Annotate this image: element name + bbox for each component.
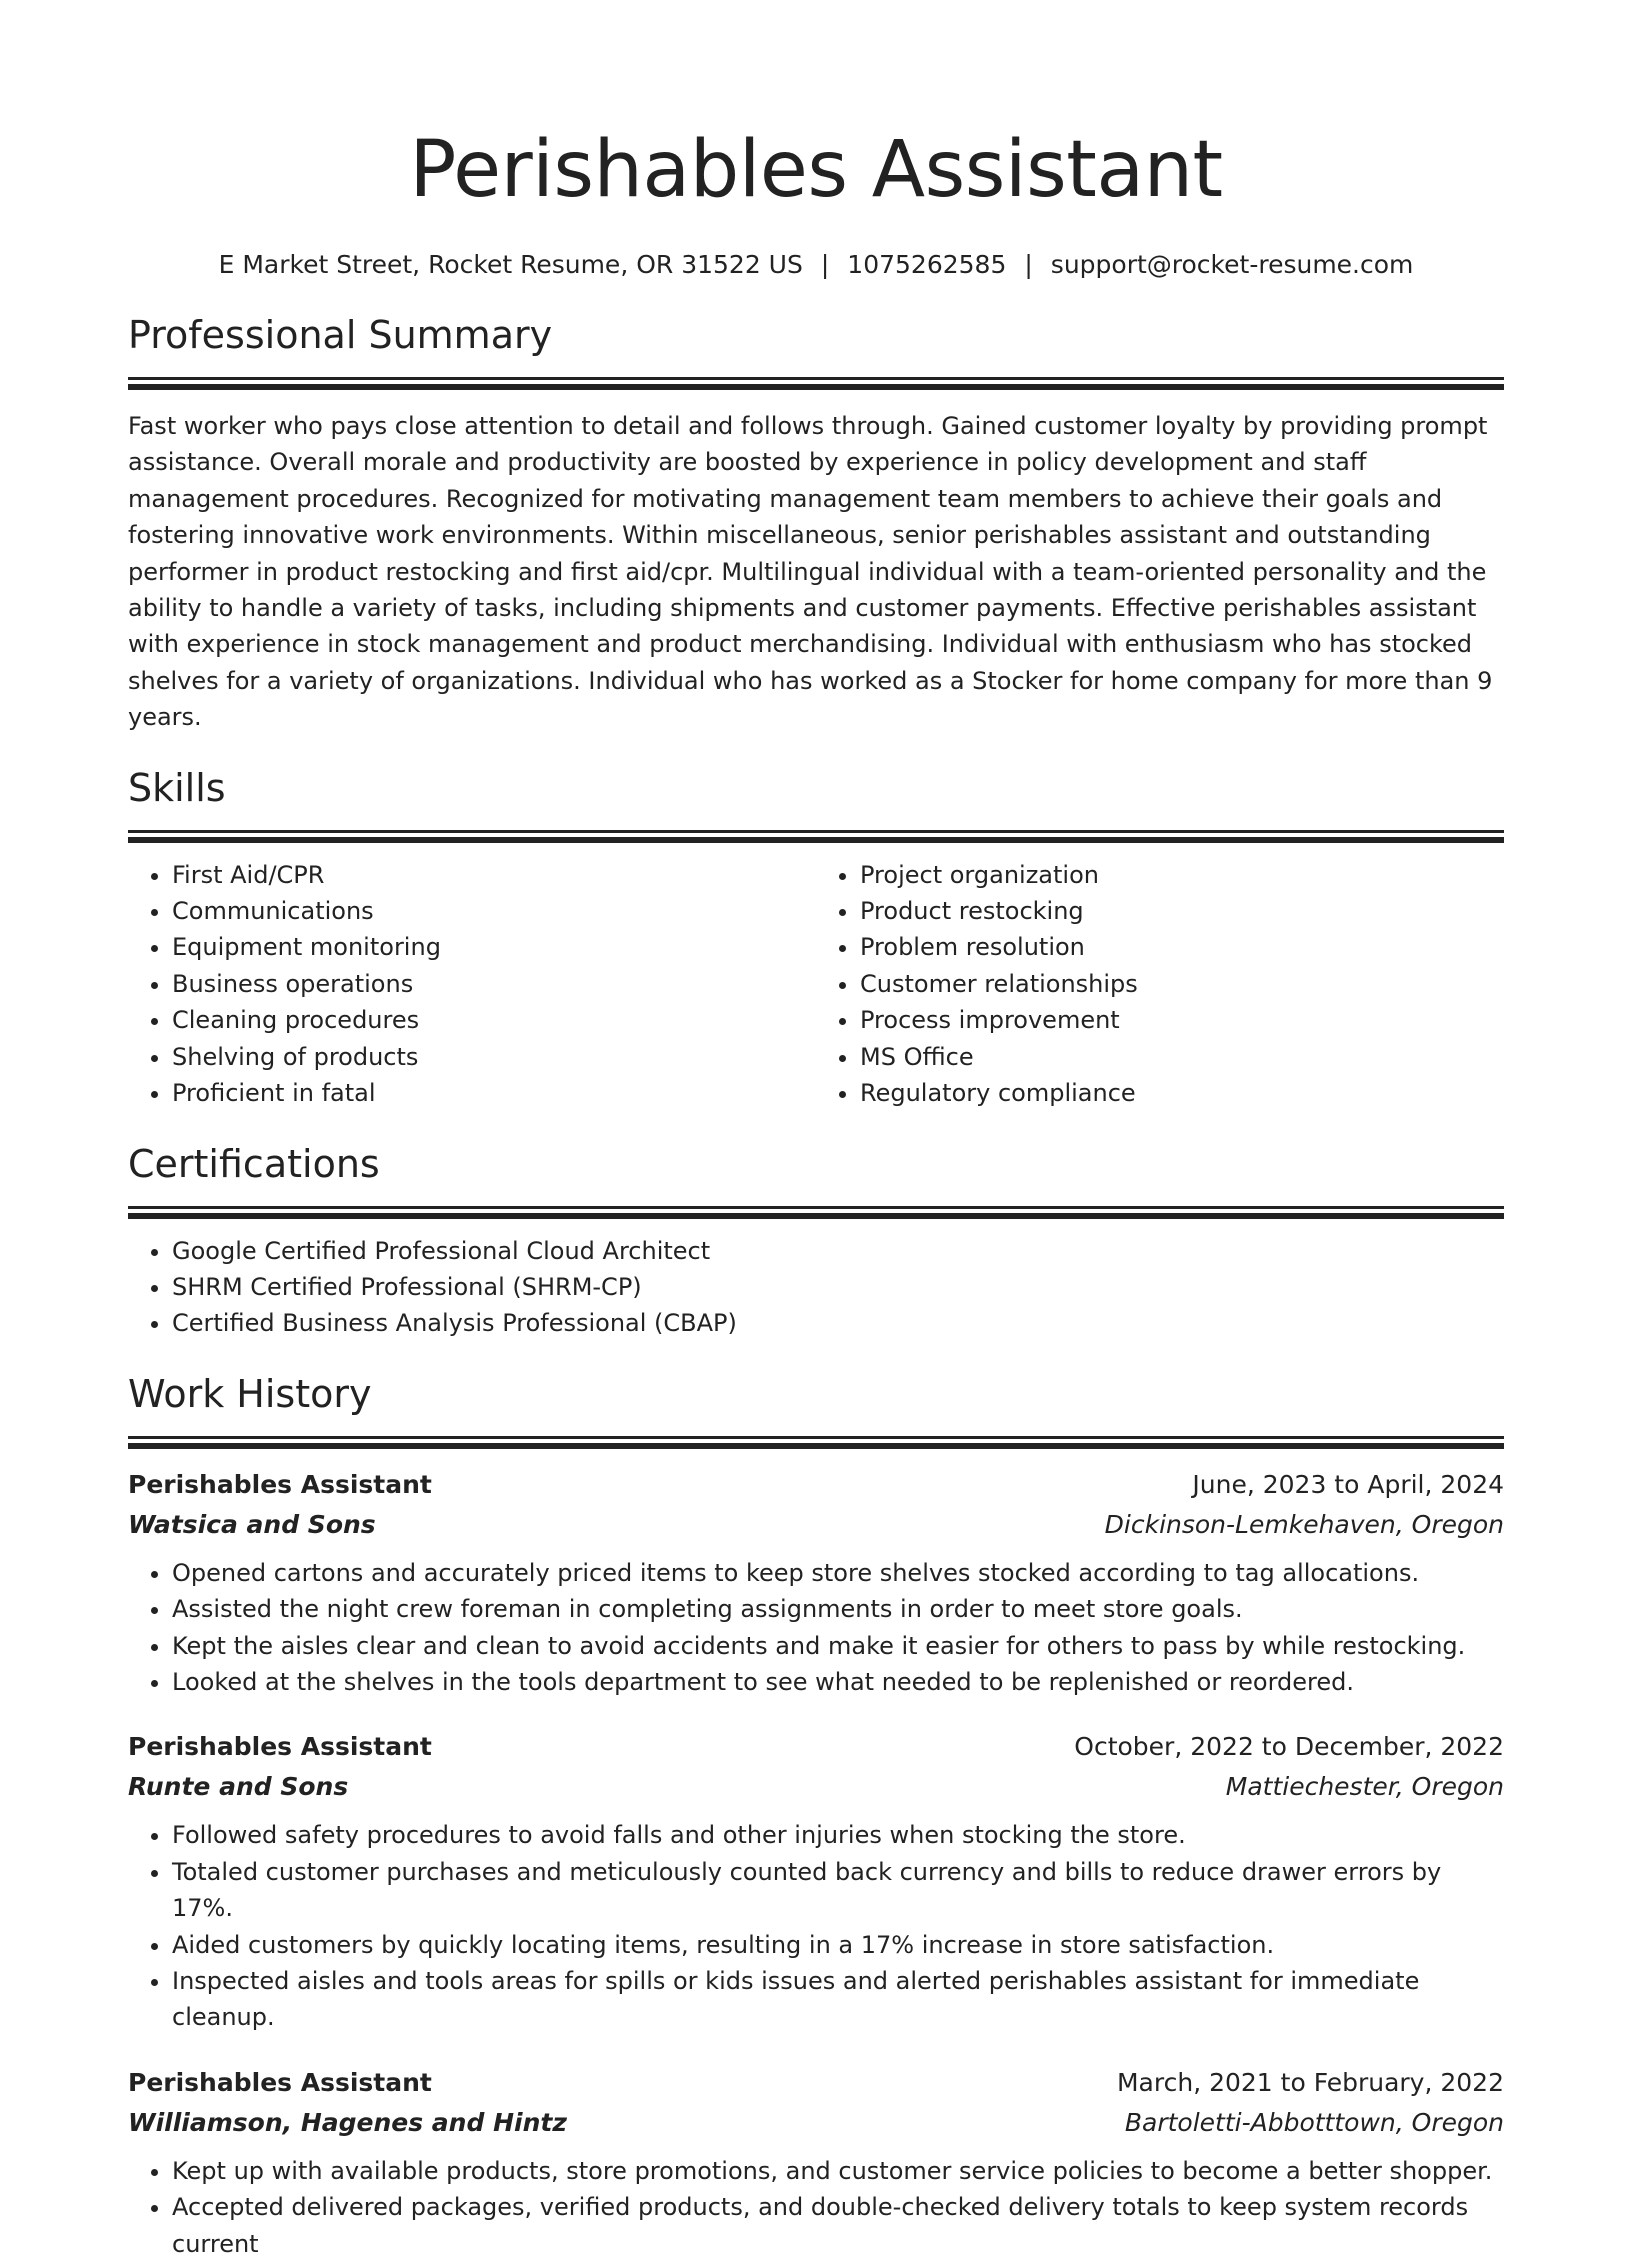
job-company: Watsica and Sons xyxy=(128,1509,376,1539)
job-bullet: • Accepted delivered packages, verified products, and double-checked delivery totals to keep system records current xyxy=(172,2189,1504,2262)
job-bullet: • Followed safety procedures to avoid falls and other injuries when stocking the store. xyxy=(172,1817,1504,1853)
contact-line xyxy=(128,248,1504,282)
skill-item: • Product restocking xyxy=(860,893,1504,929)
job-bullet: • Opened cartons and accurately priced items to keep store shelves stocked according to tag allocations. xyxy=(172,1555,1504,1591)
job-location: Dickinson-Lemkehaven, Oregon xyxy=(1104,1509,1504,1539)
job-bullet: • Totaled customer purchases and meticulously counted back currency and bills to reduce drawer errors by 17%. xyxy=(172,1854,1504,1927)
section-title-skills: Skills xyxy=(128,765,226,810)
skill-item: • Project organization xyxy=(860,857,1504,893)
skill-item: • Shelving of products xyxy=(172,1039,816,1075)
candidate-name: Perishables Assistant xyxy=(409,125,1223,215)
job-entry xyxy=(128,1465,1504,1701)
job-location: Mattiechester, Oregon xyxy=(1225,1772,1504,1802)
work-history-section xyxy=(128,1370,1504,2262)
section-title-summary: Professional Summary xyxy=(128,313,553,357)
job-dates: June, 2023 to April, 2024 xyxy=(1192,1469,1504,1499)
skill-item: • Process improvement xyxy=(860,1002,1504,1038)
section-title-certifications: Certifications xyxy=(128,1141,380,1186)
certifications-section xyxy=(128,1140,1504,1342)
job-bullets xyxy=(128,1555,1504,1701)
job-bullet: • Assisted the night crew foreman in completing assignments in order to meet store goals. xyxy=(172,1591,1504,1627)
skill-item: • Problem resolution xyxy=(860,929,1504,965)
certification-item: • Google Certified Professional Cloud Architect xyxy=(172,1233,1504,1269)
job-bullet: • Looked at the shelves in the tools department to see what needed to be replenished or reordered. xyxy=(172,1664,1504,1700)
job-dates: March, 2021 to February, 2022 xyxy=(1116,2067,1504,2097)
job-bullets xyxy=(128,1817,1504,2035)
section-divider xyxy=(128,377,1504,380)
skill-item: • MS Office xyxy=(860,1039,1504,1075)
section-divider xyxy=(128,1436,1504,1439)
job-bullet: • Kept up with available products, store promotions, and customer service policies to become a better shopper. xyxy=(172,2153,1504,2189)
separator: | xyxy=(820,250,830,279)
skill-item: • Equipment monitoring xyxy=(172,929,816,965)
job-company: Runte and Sons xyxy=(128,1772,349,1802)
skill-item: • First Aid/CPR xyxy=(172,857,816,893)
skill-item: • Communications xyxy=(172,893,816,929)
skill-item: • Cleaning procedures xyxy=(172,1002,816,1038)
skills-columns xyxy=(128,857,1504,1112)
separator: | xyxy=(1024,250,1033,279)
job-company: Williamson, Hagenes and Hintz xyxy=(128,2107,567,2137)
skills-section xyxy=(128,764,1504,1112)
phone: 1075262585 xyxy=(847,250,1007,279)
skill-item: • Business operations xyxy=(172,966,816,1002)
skill-item: • Proficient in fatal xyxy=(172,1075,816,1111)
skill-item: • Customer relationships xyxy=(860,966,1504,1002)
job-title: Perishables Assistant xyxy=(128,1469,432,1499)
skills-list-left xyxy=(128,857,816,1112)
summary-section xyxy=(128,311,1504,736)
summary-text: Fast worker who pays close attention to detail and follows through. Gained customer loyalty by providing prompt assistance. Overall morale and productivity are boosted by experience in policy development and staff management procedures. Recognized for motivating management team members to achieve their goals and fostering innovative work environments. Within miscellaneous, senior perishables assistant and outstanding performer in product restocking and first aid/cpr. Multilingual individual with a team-oriented personality and the ability to handle a variety of tasks, including shipments and customer payments. Effective perishables assistant with experience in stock management and product merchandising. Individual with enthusiasm who has stocked shelves for a variety of organizations. Individual who has worked as a Stocker for home company for more than 9 years. xyxy=(128,412,1493,732)
section-title-work-history: Work History xyxy=(128,1371,372,1416)
section-divider xyxy=(128,1206,1504,1209)
job-title: Perishables Assistant xyxy=(128,2067,432,2097)
job-entry xyxy=(128,1727,1504,2035)
job-dates: October, 2022 to December, 2022 xyxy=(1074,1732,1504,1762)
job-bullet: • Inspected aisles and tools areas for spills or kids issues and alerted perishables assistant for immediate cleanup. xyxy=(172,1963,1504,2036)
job-entry xyxy=(128,2063,1504,2262)
address: E Market Street, Rocket Resume, OR 31522 US xyxy=(218,250,803,279)
skill-item: • Regulatory compliance xyxy=(860,1075,1504,1111)
certification-item: • SHRM Certified Professional (SHRM-CP) xyxy=(172,1269,1504,1305)
job-location: Bartoletti-Abbotttown, Oregon xyxy=(1124,2107,1504,2137)
section-divider xyxy=(128,830,1504,833)
skills-list-right xyxy=(816,857,1504,1112)
job-bullet: • Kept the aisles clear and clean to avoid accidents and make it easier for others to pass by while restocking. xyxy=(172,1628,1504,1664)
certifications-list xyxy=(128,1233,1504,1342)
email-link[interactable]: support@rocket-resume.com xyxy=(1050,250,1414,279)
job-title: Perishables Assistant xyxy=(128,1732,432,1762)
job-bullet: • Aided customers by quickly locating items, resulting in a 17% increase in store satisfaction. xyxy=(172,1927,1504,1963)
certification-item: • Certified Business Analysis Professional (CBAP) xyxy=(172,1305,1504,1341)
job-bullets xyxy=(128,2153,1504,2262)
